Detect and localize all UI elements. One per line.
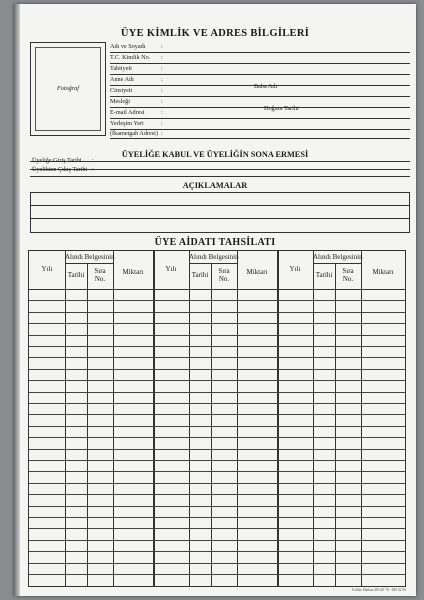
dues-row-line [29, 403, 405, 404]
dues-table [28, 250, 406, 587]
identity-field-colon: : [161, 43, 163, 50]
residence-colon: : [161, 130, 163, 137]
identity-field-line [110, 63, 410, 64]
dues-row-line [29, 414, 405, 415]
identity-field-line [110, 96, 410, 97]
identity-field-colon: : [161, 109, 163, 116]
dues-row-line [29, 574, 405, 575]
dues-row-line [29, 380, 405, 381]
dues-row-line [29, 517, 405, 518]
identity-field-colon: : [161, 54, 163, 61]
identity-field-line [110, 52, 410, 53]
dues-row-line [29, 346, 405, 347]
dues-receipt-header: Alındı Belgesinin [189, 253, 239, 261]
dues-subheader-line [189, 263, 237, 264]
identity-end-line [110, 138, 410, 139]
identity-field-colon: : [161, 120, 163, 127]
dues-title: ÜYE AİDATI TAHSİLATI [154, 237, 276, 248]
identity-field-line [110, 74, 410, 75]
dues-row-line [29, 540, 405, 541]
dues-row-line [29, 335, 405, 336]
dues-date-header: Tarihi [191, 271, 209, 279]
dues-row-line [29, 449, 405, 450]
dues-year-header: Yılı [165, 265, 177, 273]
dues-no-header: No. [342, 275, 354, 283]
dues-date-header: Tarihi [315, 271, 333, 279]
entry-date-label: Üyeliğe Giriş Tarihi [32, 157, 82, 164]
identity-field-label: Mesleği [110, 98, 130, 105]
dues-row-line [29, 551, 405, 552]
dues-date-header: Tarihi [67, 271, 85, 279]
birth-date-label: Doğum Tarihi [264, 105, 299, 112]
dues-no-header: Sıra [94, 267, 106, 275]
dues-year-header: Yılı [289, 265, 301, 273]
father-name-label: Baba Adı [254, 83, 278, 90]
exit-date-label: Üyelikten Çıkış Tarihi [32, 166, 88, 173]
printer-footer: Kültür Matbaa 483 40 76 - 489 02 90 [352, 588, 406, 592]
dues-year-header: Yılı [41, 265, 53, 273]
identity-field-colon: : [161, 65, 163, 72]
notes-box [30, 192, 410, 233]
photo-frame [30, 42, 106, 136]
dues-receipt-header: Alındı Belgesinin [65, 253, 115, 261]
photo-label: Fotoğraf [56, 85, 79, 92]
dues-row-line [29, 460, 405, 461]
notes-line-2 [31, 218, 409, 219]
dues-subheader-line [65, 263, 113, 264]
dues-row-line [29, 369, 405, 370]
identity-field-label: Anne Adı [110, 76, 134, 83]
dues-row-line [29, 494, 405, 495]
identity-field-colon: : [161, 76, 163, 83]
dues-amount-header: Miktarı [246, 268, 268, 276]
identity-field-line [110, 107, 410, 108]
membership-line-3 [30, 176, 410, 177]
identity-field-colon: : [161, 98, 163, 105]
dues-amount-header: Miktarı [372, 268, 394, 276]
dues-no-header: No. [94, 275, 106, 283]
dues-row-line [29, 471, 405, 472]
dues-row-line [29, 312, 405, 313]
form-page [14, 4, 416, 596]
dues-row-line [29, 426, 405, 427]
notes-title: AÇIKLAMALAR [182, 181, 248, 190]
dues-row-line [29, 300, 405, 301]
identity-field-colon: : [161, 87, 163, 94]
entry-colon: : [92, 157, 94, 164]
dues-no-header: Sıra [218, 267, 230, 275]
identity-field-label: Adı ve Soyadı [110, 43, 146, 50]
identity-field-label: Tabiiyeti [110, 65, 132, 72]
notes-line-1 [31, 205, 409, 206]
dues-row-line [29, 506, 405, 507]
membership-title: ÜYELİĞE KABUL VE ÜYELİĞİN SONA ERMESİ [121, 150, 309, 159]
identity-field-label: T.C. Kimlik No. [110, 54, 151, 61]
dues-row-line [29, 483, 405, 484]
dues-subheader-line [313, 263, 361, 264]
page-spine [14, 4, 20, 596]
identity-field-label: Yerleşim Yeri [110, 120, 144, 127]
dues-no-header: Sıra [342, 267, 354, 275]
identity-field-label: E-mail Adresi [110, 109, 145, 116]
dues-header-bottom [29, 289, 405, 290]
identity-field-line [110, 118, 410, 119]
dues-row-line [29, 528, 405, 529]
identity-field-label: Cinsiyeti [110, 87, 133, 94]
dues-row-line [29, 357, 405, 358]
dues-row-line [29, 323, 405, 324]
residence-sub-label: (İkametgah Adresi) [110, 130, 158, 137]
dues-amount-header: Miktarı [122, 268, 144, 276]
exit-colon: : [92, 166, 94, 173]
dues-row-line [29, 392, 405, 393]
membership-line-1 [30, 161, 410, 162]
dues-row-line [29, 437, 405, 438]
identity-title: ÜYE KİMLİK VE ADRES BİLGİLERİ [120, 28, 310, 39]
dues-receipt-header: Alındı Belgesinin [313, 253, 363, 261]
dues-no-header: No. [218, 275, 230, 283]
dues-row-line [29, 563, 405, 564]
